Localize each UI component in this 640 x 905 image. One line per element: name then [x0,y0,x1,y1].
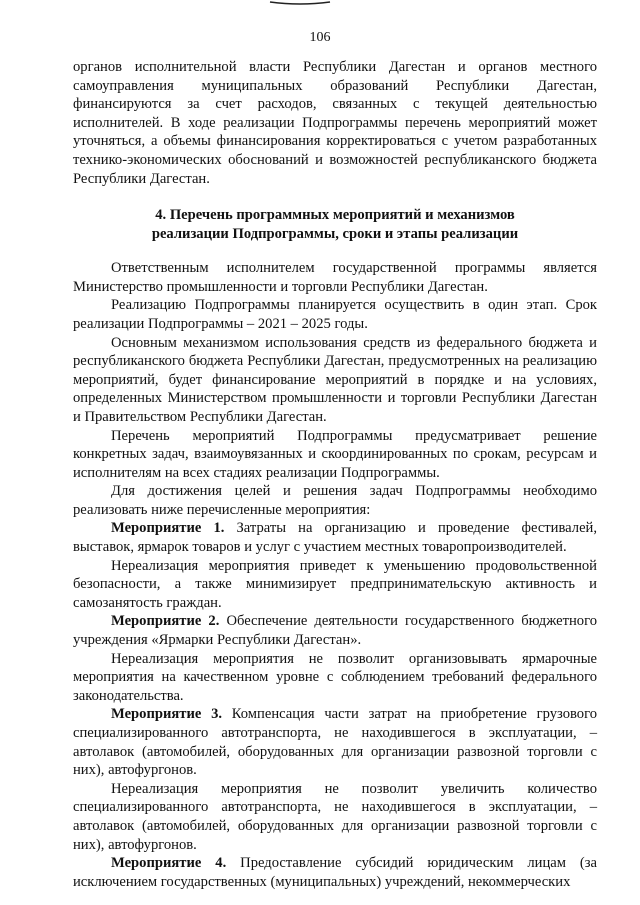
scan-artifact-mark [268,0,332,6]
paragraph-term: Реализацию Подпрограммы планируется осуществить в один этап. Срок реализации Подпрограммы – 2021 – 2025 годы. [73,297,597,332]
measure-1-label: Мероприятие 1. [111,520,225,537]
measure-3-risk: Нереализация мероприятия не позволит увеличить количество специализированного автотранспорта, не находившегося в эксплуатации, – автолавок (автомобилей, оборудованных для организации развозной торговли с них), автофургонов. [73,780,597,853]
measure-1-text: Затраты на организацию и проведение фестивалей, выставок, ярмарок товаров и услуг с участием местных товаропроизводителей. [73,520,598,556]
intro-paragraph: органов исполнительной власти Республики Дагестан и органов местного самоуправления муниципальных образований Республики Дагестан, финансируются за счет расходов, связанных с текущей деятельностью исполнителей. В ходе реализации Подпрограммы перечень мероприятий может уточняться, а объемы финансирования корректироваться с учетом разработанных технико-экономических обоснований и возможностей республиканского бюджета Республики Дагестан. [73,59,597,187]
measure-2 [73,612,597,649]
measure-4 [73,854,597,891]
measure-2-text: Обеспечение деятельности государственного бюджетного учреждения «Ярмарки Республики Дагестан». [73,613,598,649]
measure-1 [73,519,597,556]
paragraph-responsible: Ответственным исполнителем государственной программы является Министерство промышленности и торговли Республики Дагестан. [73,260,597,295]
measure-2-label: Мероприятие 2. [111,613,220,630]
measure-3-text: Компенсация части затрат на приобретение грузового специализированного автотранспорта, не находившегося в эксплуатации, – автолавок (автомобилей, оборудованных для организации развозной торговли с них), автофургонов. [73,706,597,779]
paragraph-list-purpose: Перечень мероприятий Подпрограммы предусматривает решение конкретных задач, взаимоувязанных и скоординированных по срокам, ресурсам и исполнителям на всех стадиях реализации Подпрограммы. [73,427,597,481]
section-heading-line1: 4. Перечень программных мероприятий и механизмов [155,207,515,224]
section-heading-line2: реализации Подпрограммы, сроки и этапы реализации [151,226,519,243]
measure-3 [73,705,597,779]
document-body [73,58,597,891]
measure-3-label: Мероприятие 3. [111,706,223,723]
paragraph-mechanism: Основным механизмом использования средств из федерального бюджета и республиканского бюджета Республики Дагестан, предусмотренных на реализацию мероприятий, будет финансирование мероприятий в порядке и на условиях, определенных Министерством промышленности и торговли Республики Дагестан и Правительством Республики Дагестан. [73,334,597,425]
measure-1-risk: Нереализация мероприятия приведет к уменьшению продовольственной безопасности, а также минимизирует предпринимательскую активность и самозанятость граждан. [73,557,597,611]
measure-4-label: Мероприятие 4. [111,855,227,872]
measure-4-text: Предоставление субсидий юридическим лицам (за исключением государственных (муниципальных) учреждений, некоммерческих [73,855,598,890]
section-heading [73,206,597,244]
paragraph-goals: Для достижения целей и решения задач Подпрограммы необходимо реализовать ниже перечисленные мероприятия: [73,483,597,518]
page-number: 106 [309,30,331,45]
measure-2-risk: Нереализация мероприятия не позволит организовывать ярмарочные мероприятия на качественном уровне с соблюдением требований федерального законодательства. [73,650,597,704]
